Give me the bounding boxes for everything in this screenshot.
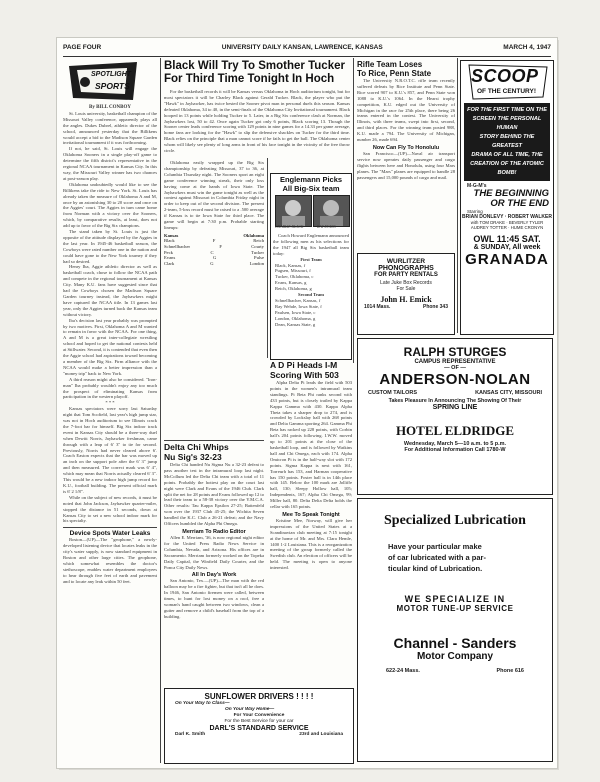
lineup-cell: Evans — [164, 255, 176, 261]
wurlitzer-phone: Phone 343 — [422, 304, 448, 310]
wurlitzer-line3: FOR PARTY RENTALS — [374, 272, 438, 278]
lineup-cell: Courty — [251, 244, 264, 250]
team-member: Tucker, Oklahoma, c — [275, 274, 314, 280]
apiheads-column — [270, 361, 352, 683]
lineup-team-a: Kansas — [164, 232, 179, 238]
lubrication-company: Channel - Sanders — [393, 635, 517, 651]
spotlight-paragraph: If not, he said, St. Louis will engage the Oklahoma Sooners in a single play-off game to determine the fifth district's representative in the regional NCAA tournament in Kansas City. In this way, the Missouri Valley winner has two chances at post-season play. — [63, 146, 157, 181]
ralph-hotel: HOTEL ELDRIDGE — [395, 423, 515, 438]
ralph-tailors — [358, 390, 552, 396]
scoop-title-block — [463, 63, 551, 101]
deltachi-headline-line: Nu Sig's 32-23 — [164, 451, 222, 462]
team-member: Dean, Kansas State, g — [275, 321, 316, 327]
second-team-label: Second Team — [298, 292, 324, 298]
lubrication-phone: Phone 616 — [496, 668, 524, 674]
lineup-cell: Tucker — [251, 249, 264, 255]
lubrication-line: ticular kind of Lubrication. — [388, 564, 483, 573]
apiheads-headline-line: Scoring With 503 — [270, 369, 339, 380]
team-member: Evans, Kansas, g — [275, 280, 307, 286]
spotter-headline: Device Spots Water Leaks — [63, 527, 157, 537]
lineup-cell: G — [210, 260, 214, 266]
ralph-line6: SPRING LINE — [432, 404, 478, 411]
spotlight-logo-bottom: SPORTS — [95, 81, 130, 91]
lineup-cell: F — [212, 238, 216, 244]
team-member: Ray Wehde, Iowa State, f — [275, 303, 322, 309]
lubrication-footer — [358, 668, 552, 674]
sunflower-title: SUNFLOWER DRIVERS ! ! ! ! — [204, 692, 314, 701]
scoop-subtitle: OF THE CENTURY! — [477, 88, 536, 95]
scoop-studio: M-G-M's — [467, 183, 487, 189]
tucker-headline-line: Black Will Try To Smother Tucker — [164, 60, 345, 72]
player-photo-evans — [313, 195, 350, 227]
lubrication-address: 622-24 Mass. — [386, 668, 420, 674]
merriam-headline: Merriam To Radio Editor — [182, 528, 246, 535]
ralph-line4: ANDERSON-NOLAN — [379, 371, 531, 388]
dayswork-text: San Antonio, Tex.—(UP)—The man with the red balloon may be a fire fighter, but that isn't all he does. In 1946, San Antonio firemen were called, between times, to hunt for lost money on a roof, free a woman's hand caught between two windows, clean a gutter and remove a child's baseball from the top of a building. — [164, 578, 264, 619]
englemann-box — [270, 173, 352, 360]
scoop-line: FOR THE FIRST TIME ON THE — [467, 107, 547, 113]
wurlitzer-line2: PHONOGRAPHS — [378, 265, 434, 272]
newspaper-page — [57, 38, 557, 768]
lubrication-ad — [357, 498, 553, 762]
rifle-text: The University N.R.O.T.C. rifle team recently suffered defeats by Rice Institute and Penn State. Rice scored 907 to K.U.'s 857, and Penn State won 1088 to K.U.'s 1064. In the Hearst trophy competition, K.U. edged out the University of Michigan in the race for 25th place, there being 26 teams entered in the contest. The University of Illinois, with three teams, swept into first, second, and third places. For the winning team posted 988, K.U. made a 794. The University of Michigan, number 26, made 694. — [357, 78, 455, 143]
deltachi-column — [164, 440, 264, 684]
first-team-list — [271, 263, 351, 293]
player-photos — [273, 195, 349, 231]
team-member: London, Oklahoma, g — [275, 315, 316, 321]
lineup-cell: Reich — [253, 238, 264, 244]
wurlitzer-line1: WURLITZER — [386, 258, 426, 265]
ralph-when: Wednesday, March 5—10 a.m. to 5 p.m. — [403, 441, 507, 447]
ralph-line5: Takes Pleasure In Announcing The Showing Of Their — [388, 398, 522, 404]
lubrication-company2: Motor Company — [416, 651, 494, 662]
ralph-ad — [357, 338, 553, 495]
spotter-text: Boston—(UP)—The "geophone," a newly-developed listening device that locates leaks in the city's water supply, is now standard equipment in Boston and other large cities. The geophone, which somewhat resembles the doctor's stethoscope, enables water department employees to hear through five feet of earth and pavement and to locate any leak within 50 feet. — [63, 537, 157, 584]
englemann-text: Coach Howard Englemann announced the following men as his selections for the 1947 all Big Six basketball team today: — [273, 233, 349, 256]
spotlight-paragraph: St. Louis university, basketball champion of the Missouri Valley conference, apparently plays all the angles. Dukes Dubrel, athletic director of the school, announced yesterday that the Billikens would accept a bid to the Madison Square Garden invitational tournament if it was forthcoming. — [63, 110, 157, 146]
tucker-continued — [164, 160, 264, 440]
sunflower-name: DARL'S STANDARD SERVICE — [209, 725, 309, 732]
lineup-cell: F — [219, 244, 222, 250]
ralph-tailors-right: KANSAS CITY, MISSOURI — [475, 390, 542, 396]
scoop-cast3: AUDREY TOTTER · HUME CRONYN — [470, 225, 544, 230]
lubrication-title: Specialized Lubrication — [384, 513, 526, 528]
spotlight-paragraph: While on the subject of new records, it must be noted that John Jackson, Jayhawker quarter-miler, stopped the distance in 51 seconds, down at Kansas City to set a new school indoor mark for his specialty. — [63, 494, 157, 524]
masthead: UNIVERSITY DAILY KANSAN, LAWRENCE, KANSAS — [221, 44, 383, 51]
scoop-title: SCOOP — [471, 66, 539, 86]
scoop-line: STORY BEHIND THE GREATEST — [479, 134, 535, 149]
lineup-row — [164, 261, 264, 267]
spotlight-paragraph: Kansas spectators were sorry last Saturday night that Tom Scofield, last year's high jump star, was not in Hoch auditorium to see Illinois crack the 7-foot bar for himself. Big Six indoor track event in Kansas City should be a three-way duel when Dewitt Norris, Jayhawker freshman, came through with a leap of 6' 3" to tie for second. Previously, Norris had never cleared above 6'. Coach Easton expects that the bar was moved up an inch on the support pole after the 6' 3" jump and then measured. The correct mark was 6' 4", which may mean that Norris actually cleared 6' 3". This would be a new indoor high jump record for K.U., football building. The present official mark is 6' 2 1/8". — [63, 406, 157, 494]
tucker-story — [164, 60, 350, 160]
lubrication-pitch — [388, 541, 552, 574]
spotlight-column — [63, 60, 157, 764]
lubrication-line4: WE SPECIALIZE IN — [404, 594, 506, 604]
sunflower-line3: For Your Convenience — [233, 713, 285, 718]
lineup-cell: Pulse — [254, 255, 264, 261]
scoop-line: CREATION OF THE ATOMIC BOMB! — [470, 161, 544, 176]
lineup-team-b: Oklahoma — [243, 232, 264, 238]
ralph-tailors-left: CUSTOM TAILORS — [368, 390, 417, 396]
team-member: Paulsen, Iowa State, c — [275, 309, 316, 315]
photo-caption-right: RAY EVANS — [317, 225, 336, 229]
lineup-rows — [164, 238, 264, 266]
rifle-headline-line: To Rice, Penn State — [357, 69, 432, 78]
scoop-film-title: THE BEGINNING OR THE END — [473, 188, 549, 209]
tucker-lead: For the basketball records it will be Kansas versus Oklahoma in Hoch auditorium tonight, but for most spectators it will be Charley Black against Gerald Tucker. Black, the player who put the "Hawk" in Jayhawker, has twice bested the Sooner pivot man in personal duels this season. Kansas defeated Oklahoma, 34 to 40, in the semi-finals of the Oklahoma City Invitational tournament. Black hooped in 13 points while holding Tucker to 5. Later, in a Big Six conference clash at Norman, the Jayhawkers lost, 50 to 42. Once again Tucker got only 6 points, Black scoring 13. Though the Sooner center leads conference scoring with 129 points in nine games for a 14.33 per game average, home fans are looking for the "Hawk" to slip the defensive shackles on Tucker for the third time. Black relies on the principle that a man cannot score if he fails to get the ball. The Oklahoma center whom will likely see plenty of long arms in front of his face tonight in the vicinity of the free throw circle. — [164, 89, 350, 154]
first-team-label: First Team — [300, 256, 322, 262]
tucker-headline-line: For Third Time Tonight In Hoch — [164, 73, 335, 85]
lineup-cell: Black — [164, 238, 175, 244]
spotlight-divider: * * * — [105, 400, 115, 406]
sunflower-line4: For the Best Service for your car — [224, 719, 294, 724]
mee-headline: Mee To Speak Tonight — [282, 511, 340, 518]
lineup-cell: Schnellbacher — [164, 244, 191, 250]
team-member: Black, Kansas, f — [275, 262, 306, 268]
scoop-owl: OWL 11:45 SAT. — [473, 234, 541, 244]
lineup-cell: C — [210, 249, 214, 255]
spotlight-paragraph: Oklahoma undoubtedly would like to see the Billikens take the ride to New York. St. Louis has already taken the measure of Oklahoma A and M, once by an astonishing 30 to 20 score and once on the Aggies' court. The Aggies in turn came home from Norman with a victory over the Sooners, which, by comparative results, at least, does not add up to favor of the Big Six champions. — [63, 181, 157, 229]
merriam-text: Allen E. Merriam, '36, is now regional night editor for the United Press Radio News Service in Columbia, Nevada, and Arizona. His offices are in Sacramento. Merriam formerly worked on the Topeka Daily Capital, the Winfield Daily Courier, and the Ponca City Daily News. — [164, 534, 264, 570]
mee-text: Kristine Mee, Norway, will give her impressions of the United States at a Scandinavian club meeting at 7:15 tonight at the home of Mr. and Mrs. Clara Hemle, 1400 1-2 Louisiana. This is a reorganization meeting of the group formerly called the Swedish club. An election of officers will be held. The meeting is open to anyone interested. — [270, 517, 352, 571]
sunflower-owner: Darl K. Smith — [175, 732, 206, 737]
lineup-table — [164, 233, 264, 267]
honolulu-headline: Now Can Fly To Honolulu — [372, 144, 440, 151]
deltachi-headline — [164, 440, 264, 462]
scoop-with: Starring — [467, 209, 483, 214]
second-team-list — [271, 298, 351, 328]
englemann-headline-line: Englemann Picks — [279, 175, 343, 184]
ralph-appt: For Additional Information Call 1780-W — [404, 447, 506, 453]
honolulu-text: San Francisco—(UP)—Naval air transport service now operates daily passenger and cargo flights between here and Honolulu, using four Mars planes. The "Mars" planes are equipped to handle 28 passengers and 15,000 pounds of cargo and mail. — [357, 150, 455, 180]
player-photo-black — [275, 195, 312, 227]
spotlight-byline: By BILL CONBOY — [89, 105, 131, 110]
scoop-line: SCREEN THE PERSONAL HUMAN — [472, 116, 542, 131]
ralph-line3: — OF — — [444, 365, 466, 371]
page-header — [63, 44, 551, 57]
issue-date: MARCH 4, 1947 — [503, 44, 551, 51]
englemann-headline-line: All Big-Six team — [282, 183, 340, 193]
sunflower-line2: On Your Way Home— — [225, 707, 275, 712]
dayswork-headline: All In Day's Work — [191, 572, 237, 579]
tucker-body: Oklahoma easily wrapped up the Big Six championship by defeating Missouri, 37 to 36, at Columbia Thursday night. The Sooners sport an eight game conference winning streak, their only loss having come at the hands of Iowa State. The Jayhawkers must win the game tonight as well as the contest against Missouri in Columbia Friday night in order to keep out of the second division. The present 2-team, 5-loss record must be raised to a .500 average if Kansas is to tie Iowa State for third place. The game will begin at 7:30 p.m. Probable starting lineups: — [164, 160, 264, 230]
spotlight-paragraph: Henry Iba, Aggie athletic director as well as basketball coach, chose to follow the NCAA path and compete in the regional tournament at Kansas City. Many K.U. fans have suggested since that had the Cowboys chosen the Madison Square Garden tourney instead, the Jayhawkers might have captured the NCAA title. In 13 games last year, only the Aggies turned back the Kansas team without victory. — [63, 264, 157, 317]
deltachi-text: Delta Chi handed Nu Sigma Nu a 32-23 defeat to pass another test in the intramural loop last night. McCollum led the Delta Chi team with a total of 11 points. Probably the hottest play on the court last night were Clark and Evans of the 1946 Club. Clark split the net for 28 points and Evans followed up 12 to lead their team to a 58-38 victory over the Y.M.C.A. Other results: Tau Kappa Epsilon 27-25; Battenfeld won over the 1937 Club 45-25; the Wichita Seven handled the K.C. Club a 26-21 defeat; and the Navy Officers humbled the Alpha Phi Omega. — [164, 462, 264, 527]
sunflower-line1: On Your Way to Class— — [175, 701, 230, 706]
scoop-cast2: with TOM DRAKE · BEVERLY TYLER — [470, 220, 544, 225]
lineup-cell: Peck — [164, 249, 173, 255]
spotlight-paragraph: A third reason might also be considered. "Iron-man" Iba probably wouldn't enjoy any too much the prospect of eliminating Kansas from participation in the western playoff. — [63, 376, 157, 400]
lubrication-line5: MOTOR TUNE-UP SERVICE — [396, 604, 514, 613]
sunflower-footer — [165, 732, 353, 738]
rifle-column — [357, 60, 455, 260]
scoop-cast: BRIAN DONLEVY · ROBERT WALKER — [462, 214, 552, 220]
lubrication-line: of car lubricated with a par- — [388, 553, 486, 562]
rifle-headline — [357, 60, 455, 78]
wurlitzer-footer — [358, 304, 454, 310]
englemann-headline — [271, 176, 351, 193]
spotlight-logo-top: SPOTLIGHT — [91, 71, 132, 78]
spotlight-paragraph: The stand taken by St. Louis is just the opposite of the attitude displayed by the Aggies in the last year. In 1945-46 basketball season, the Cowboys were rated number one in the nation and could have gone to the New York tourney if they had so desired. — [63, 229, 157, 264]
spotlight-logo — [67, 62, 139, 102]
apiheads-headline — [270, 361, 352, 380]
scoop-owl2: & SUNDAY, All week — [473, 244, 541, 251]
ralph-line2: CAMPUS REPRESENTATIVE — [414, 359, 496, 365]
team-member: Pugsen, Missouri, f — [275, 268, 311, 274]
wurlitzer-line5: For Sale — [396, 286, 416, 292]
page-number: PAGE FOUR — [63, 44, 102, 51]
ralph-line1: RALPH STURGES — [403, 345, 507, 359]
sunflower-address: 23rd and Louisiana — [299, 732, 343, 737]
lubrication-line: Have your particular make — [388, 542, 482, 551]
wurlitzer-name: John H. Emick — [380, 295, 432, 304]
scoop-ad — [460, 60, 554, 335]
team-member: Schnellbacher, Kansas, f — [275, 297, 321, 303]
apiheads-text: Alpha Delta Pi leads the field with 503 points in the women's intramural team standings. Pi Beta Phi ranks second with 433 points, but is closely trailed by Kappa Kappa Gamma with 430. Kappa Alpha Theta takes a sharper drop to 274, and is crowded by Lockslay hall with 268 points and Delta Gamma sporting 264. Gamma Phi Beta has racked up 228 points, with Corbin hall's 204 points following. I.W.W. moved up to 201 points at the close of the basketball loop, and is followed by Watkins hall and Chi Omega, each with 174. Alpha Omicron Pi is in the half-way slot with 172 points. Sigma Kappa is next with 161, Torreurh has 153, and Harman cooperative has 150 points. Foster hall is in 14th place with 145. Below the 100 mark are Jolliffe hall, 130; Sleepy Hollow hall, 105; Independents, 167; Alpha Chi Omega, 99; Miller hall, 80. Delta Delta Delta holds the cellar with 165 points. — [270, 380, 352, 510]
scoop-banner — [464, 103, 550, 181]
lineup-cell: Clark — [164, 260, 175, 266]
wurlitzer-ad — [357, 253, 455, 335]
scoop-theater: GRANADA — [465, 251, 549, 268]
rifle-headline-line: Rifle Team Loses — [357, 60, 423, 69]
sunflower-ad — [164, 688, 354, 764]
wurlitzer-address: 1014 Mass. — [364, 304, 391, 310]
spotlight-paragraph: Iba's decision last year probably was prompted by two motives. First, Oklahoma A and M wanted to remain in favor with the NCAA. For one thing, A and M is a great inter-collegiate wrestling school and hoped to get the national contests held at Stillwater. Second, it is contended that even then the Aggie school had aspirations toward becoming a member of the Big Six. Firm alliance with the NCAA would make a better impression than a "money trip" back to New York. — [63, 317, 157, 376]
team-member: Reich, Oklahoma, g — [275, 286, 312, 292]
scoop-line: DRAMA OF ALL TIME, THE — [471, 152, 543, 158]
photo-caption-left: CHARLIE BLACK — [275, 225, 304, 229]
apiheads-headline-line: A D Pi Heads I-M — [270, 361, 338, 370]
deltachi-headline-line: Delta Chi Whips — [164, 442, 229, 452]
wurlitzer-line4: Late Juke Box Records — [380, 280, 432, 286]
lineup-cell: London — [249, 260, 264, 266]
tucker-headline — [164, 60, 350, 86]
lineup-cell: G — [212, 255, 217, 261]
